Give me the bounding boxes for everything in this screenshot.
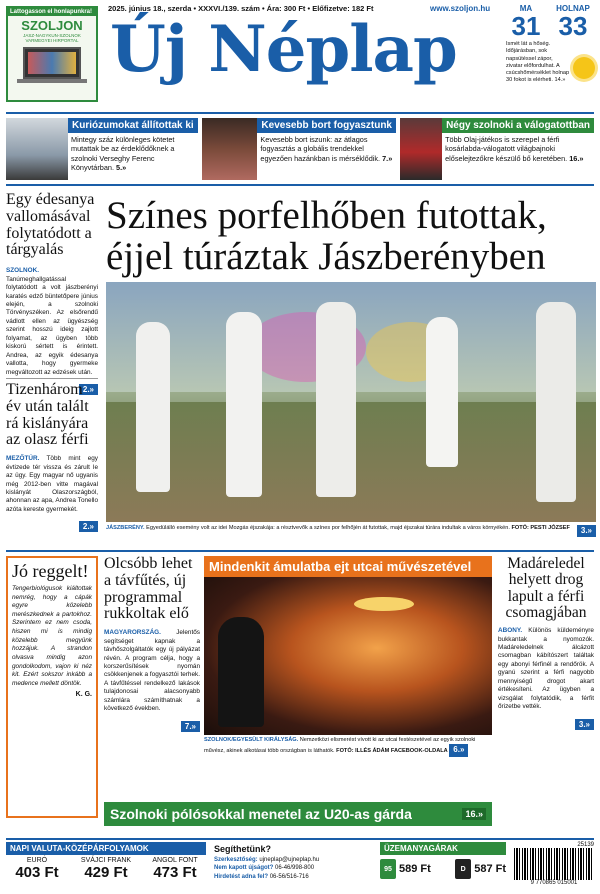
art-story[interactable] — [204, 556, 492, 798]
teaser-photo — [400, 118, 442, 180]
barcode — [514, 842, 594, 892]
fuel-pump-icon: D — [455, 859, 471, 879]
mid-story[interactable] — [104, 556, 200, 798]
advert-label: Lattogasson el honlapunkra! — [8, 8, 96, 16]
fx-rates — [6, 842, 206, 892]
column-signature: K. G. — [75, 690, 92, 698]
teaser-body: Több Olaj-játékos is szerepel a férfi kosárlabda-válogatott világbajnoki előselejtezőkre készülő bő keretében. — [445, 135, 568, 163]
fuel-title: ÜZEMANYAGÁRAK — [380, 842, 506, 855]
story-page: 2.» — [79, 521, 98, 532]
help-title: Segíthetünk? — [214, 844, 272, 854]
help-label: Hirdetést adna fel? — [214, 873, 269, 880]
caption-place: SZOLNOK/EGYESÜLT KIRÁLYSÁG. — [204, 737, 299, 743]
barcode-top: 25139 — [577, 842, 594, 848]
weather-today-temp: 31 — [511, 11, 541, 41]
story-place: SZOLNOK. — [6, 267, 40, 275]
column-title: Jó reggelt! — [12, 561, 89, 581]
weather-today-label: MA — [519, 4, 533, 13]
main-caption — [106, 525, 596, 537]
caption-text: Egyedülálló esemény volt az idei Mozgás éjszakája: a résztvevők a színes por felhőjén át futottak, majd éjszakai túrára indultak a város környékén. — [146, 525, 510, 531]
teaser-title: Kevesebb bort fogyasztunk — [257, 118, 396, 133]
art-banner: Mindenkit ámulatba ejt utcai művészetével — [204, 556, 492, 577]
fx-item — [6, 857, 68, 881]
teaser-photo — [202, 118, 257, 180]
caption-credit: FOTÓ: PESTI JÓZSEF — [511, 525, 570, 531]
fuel-prices — [380, 842, 506, 892]
story-page: 3.» — [575, 719, 594, 730]
fx-item — [73, 857, 139, 881]
teaser-title: Négy szolnoki a válogatottban — [442, 118, 594, 133]
advert-brand: SZOLJON — [21, 18, 83, 33]
weather-tomorrow-temp: 33 — [558, 11, 588, 41]
left-story-2[interactable] — [6, 382, 98, 538]
main-photo[interactable] — [106, 282, 596, 522]
teaser-2[interactable] — [202, 118, 396, 180]
story-page: 7.» — [181, 721, 200, 732]
help-label: Nem kapott újságot? — [214, 865, 274, 872]
fx-name: EURÓ — [26, 857, 48, 864]
advert-box[interactable] — [6, 6, 98, 102]
story-place: MAGYARORSZÁG. — [104, 629, 161, 637]
story-body: Tanúmeghallgatással folytatódott a volt jászberényi karatés edző büntetőpere június elején, a szolnoki Törvényszéken. Az elsőrendű vádlott ellen az ügyészség szerint hosszú ideig zajlott folyamat, az ügyben több kiskorú sértett is érintett. Andrea, az egyik édesanya vallotta, hogy gyermeke megváltozott az edzések után. — [6, 275, 98, 376]
teaser-1[interactable] — [6, 118, 198, 180]
weather-tomorrow-label: HOLNAP — [556, 4, 590, 13]
fuel-value: 587 Ft — [474, 863, 506, 875]
banner-text: Szolnoki pólósokkal menetel az U20-as gárda — [110, 806, 412, 822]
help-value[interactable]: ujneplap@ujneplap.hu — [259, 857, 320, 863]
story-body: Különös küldeményre bukkantak a nyomozók. Madáreledelnek álcázott csomagban kábítószert találtak egy abonyi férfinél a rendőrök. A gyanú szerint a férfi nagyobb mennyiségű drogot akart értékesíteni. Az ügyben a vizsgálat folytatódik, a férfit őrizetbe vették. — [498, 627, 594, 711]
story-title: Tizenhárom év után talált rá kislányára az olasz férfi — [6, 381, 89, 449]
help-box — [214, 844, 374, 892]
fuel-pump-icon: 95 — [380, 859, 396, 879]
caption-text: Nemzetközi elismerést vívott ki az utcai festészetével az egyik szolnoki művész, akinek alkotásai több országban is láthatók. — [204, 737, 476, 755]
caption-credit: FOTÓ: ILLÉS ÁDÁM FACEBOOK-OLDALA — [336, 748, 448, 755]
left-story-1[interactable] — [6, 191, 98, 395]
story-title: Egy édesanya vallomásával folytatódott a tárgyalás — [6, 191, 95, 259]
teaser-page: 7.» — [382, 153, 393, 163]
website[interactable]: www.szoljon.hu — [430, 4, 491, 13]
story-body: Jelentős segítséget kapnak a távhőszolgáltatók egy új pályázat révén. A program célja, hogy a korszerűsítések nyomán csökkenjenek a fogyasztói terhek. A távfűtéssel rendelkező lakások tulajdonosai alacsonyabb számlára számíthatnak a következő években. — [104, 629, 200, 713]
right-story[interactable] — [498, 556, 594, 828]
fx-title: NAPI VALUTA-KÖZÉPÁRFOLYAMOK — [6, 842, 206, 855]
teaser-photo — [6, 118, 68, 180]
fx-name: ANGOL FONT — [152, 857, 198, 864]
laptop-icon — [23, 47, 81, 79]
fx-item — [144, 857, 206, 881]
help-value[interactable]: 06-56/516-716 — [269, 873, 309, 880]
help-value[interactable]: 06-46/998-800 — [275, 865, 315, 872]
teaser-3[interactable] — [400, 118, 594, 180]
barcode-number: 9 770865 015001 — [530, 880, 578, 886]
issue-line: 2025. június 18., szerda • XXXVI./139. szám • Ára: 300 Ft • Előfizetve: 182 Ft — [108, 4, 374, 13]
story-title: Madáreledel helyett drog lapult a férfi csomagjában — [505, 555, 587, 621]
art-photo — [204, 577, 492, 735]
teaser-title: Kuriózumokat állítottak ki — [68, 118, 198, 133]
story-page: 3.» — [577, 525, 596, 537]
column-body: Tengerbiológusok kiáltottak nemrég, hogy a cápák egyre közelebb merészkednek a partokhoz. Szerintem ez nem csoda, hiszen mi is mindig közelebb megyünk hozzájuk. A strandon olvasva mindig azon gondolkodom, vajon ki néz kit. Ezért sokszor inkább a medence mellett döntök. — [12, 584, 92, 687]
weather-text: Ismét lát a hőség. Időjárásban, sok napsütéssel zápor, zivatar előfordulhat. A csúcshőmérséklet holnap 30 fokot is elérheti. 14.» — [506, 41, 570, 84]
story-body: Több mint egy évtizede tér vissza és zárult le az ügy. Egy magyar nő ugyanis még 2012-ben vitte magával kislányát Olaszországból, ahonnan az apa, Andrea Tonello azóta kereste gyermekét. — [6, 455, 98, 513]
morning-column[interactable] — [6, 556, 98, 818]
story-title: Olcsóbb lehet a távfűtés, új programmal rukkoltak elő — [104, 555, 193, 623]
help-label: Szerkesztőség: — [214, 857, 258, 863]
teaser-page: 5.» — [116, 162, 127, 172]
weather-box — [506, 4, 596, 104]
teaser-page: 16.» — [569, 153, 584, 163]
story-page: 6.» — [449, 744, 468, 756]
story-place: MEZŐTÚR. — [6, 455, 40, 463]
sun-icon — [573, 57, 595, 79]
caption-place: JÁSZBERÉNY. — [106, 525, 145, 531]
barcode-bars — [514, 848, 594, 880]
fx-value: 429 Ft — [84, 864, 128, 881]
advert-tagline: JASZ-NAGYKUN-SZOLNOK VARMEGYEI HIRPORTAL — [23, 33, 81, 43]
main-headline[interactable]: Színes porfelhőben futottak, éjjel túráztak Jászberényben — [106, 194, 547, 278]
teaser-body: Mintegy száz különleges kötetet mutattak be az érdeklődőknek a szolnoki Verseghy Ferenc Könyvtárban. — [71, 135, 175, 172]
teaser-body: Kevesebb bort iszunk: az átlagos fogyasztás a globális trendekkel egyezően hazánkban is mérséklődik. — [260, 135, 381, 163]
banner-page: 16.» — [462, 808, 486, 820]
fx-value: 403 Ft — [15, 864, 59, 881]
story-place: ABONY. — [498, 627, 523, 635]
story-page: 2.» — [79, 384, 98, 395]
fx-name: SVÁJCI FRANK — [80, 857, 132, 864]
fuel-value: 589 Ft — [399, 863, 431, 875]
fx-value: 473 Ft — [153, 864, 197, 881]
bottom-banner[interactable] — [104, 802, 492, 826]
masthead-title: Új Néplap — [110, 12, 457, 87]
